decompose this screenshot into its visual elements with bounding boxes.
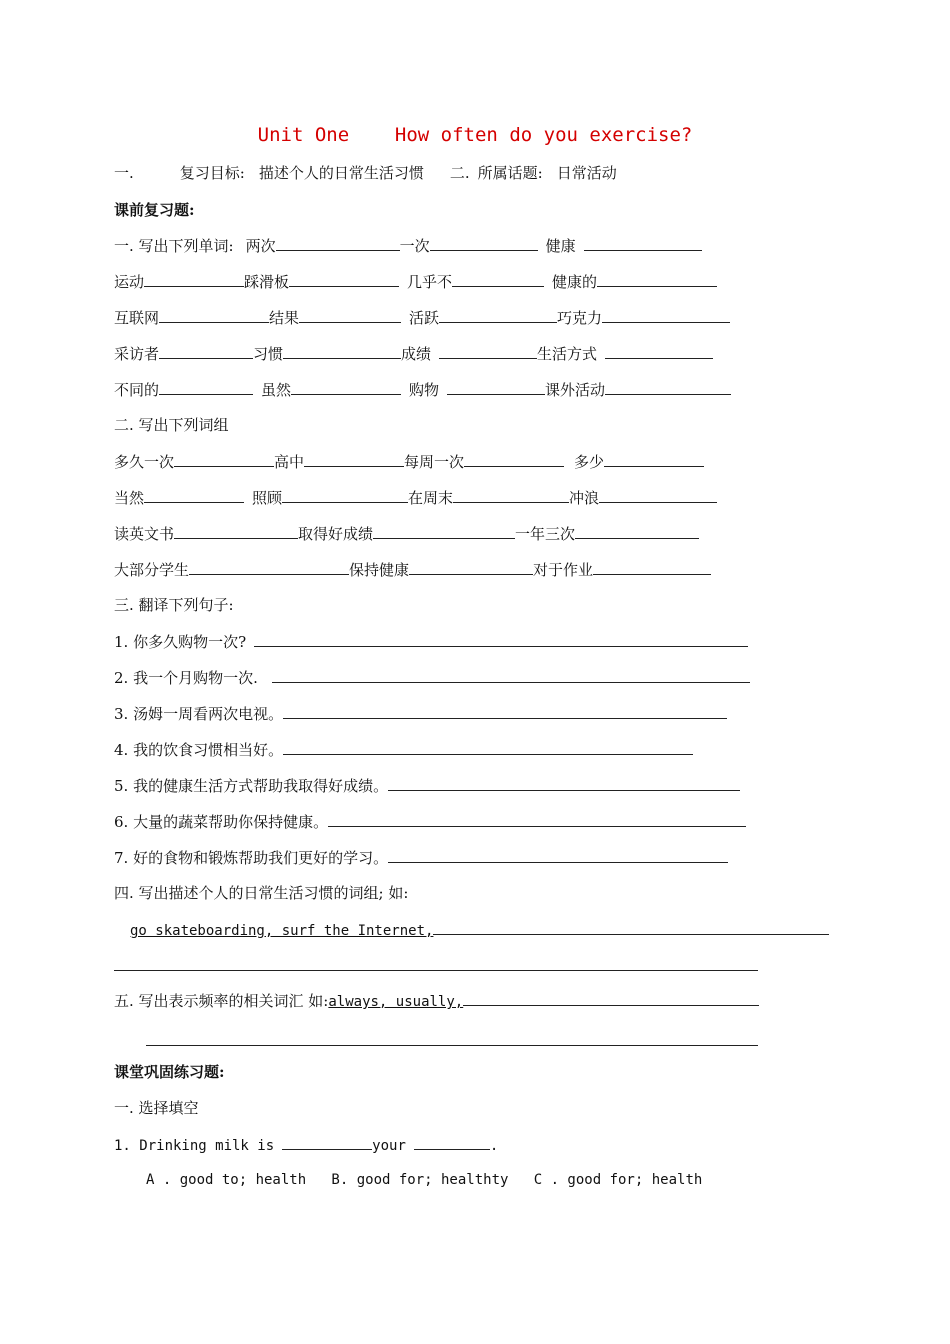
question-text: 1. Drinking milk is <box>114 1138 275 1154</box>
sentence-item-2 <box>114 667 750 688</box>
answer-blank[interactable] <box>597 271 717 287</box>
phrase-prompt: 多少 <box>574 453 605 471</box>
question-text: . <box>489 1138 499 1154</box>
answer-blank[interactable] <box>114 955 758 971</box>
answer-blank[interactable] <box>159 307 269 323</box>
sec1-row-1 <box>114 271 717 292</box>
answer-blank[interactable] <box>373 523 515 539</box>
sec2-row-1 <box>114 487 717 508</box>
phrase-prompt: 每周一次 <box>404 453 465 471</box>
sec1-heading: 一. 写出下列单词: <box>114 237 234 255</box>
answer-blank[interactable] <box>189 559 349 575</box>
topic-label: 所属话题: <box>477 164 543 182</box>
word-prompt: 两次 <box>245 237 276 255</box>
word-prompt: 成绩 <box>401 345 432 363</box>
sec1-row-0 <box>114 235 702 256</box>
sec4-example-line <box>130 919 829 941</box>
answer-blank[interactable] <box>604 451 704 467</box>
answer-blank[interactable] <box>272 667 750 683</box>
word-prompt: 采访者 <box>114 345 160 363</box>
answer-blank[interactable] <box>304 451 404 467</box>
answer-blank[interactable] <box>159 343 253 359</box>
word-prompt: 运动 <box>114 273 145 291</box>
answer-blank[interactable] <box>409 559 533 575</box>
answer-blank[interactable] <box>144 487 244 503</box>
question-1 <box>114 1134 498 1156</box>
word-prompt: 活跃 <box>409 309 440 327</box>
phrase-prompt: 取得好成绩 <box>298 525 374 543</box>
sec2-row-0 <box>114 451 704 472</box>
sentence-prompt: 2. 我一个月购物一次. <box>114 669 258 687</box>
answer-blank[interactable] <box>414 1134 490 1150</box>
answer-blank[interactable] <box>291 379 401 395</box>
sec6-heading: 一. 选择填空 <box>114 1099 199 1117</box>
answer-blank[interactable] <box>439 307 557 323</box>
answer-blank[interactable] <box>605 379 731 395</box>
sentence-item-5 <box>114 775 740 796</box>
sec1-row-4 <box>114 379 731 400</box>
sentence-prompt: 1. 你多久购物一次? <box>114 633 247 651</box>
answer-blank[interactable] <box>328 811 746 827</box>
question-1-options: A . good to; health B. good for; healthty C . good for; health <box>146 1172 703 1188</box>
sec2-row-3 <box>114 559 711 580</box>
answer-blank[interactable] <box>453 487 569 503</box>
answer-blank[interactable] <box>282 487 408 503</box>
phrase-prompt: 对于作业 <box>533 561 594 579</box>
answer-blank[interactable] <box>276 235 400 251</box>
header-num-2: 二. <box>449 164 470 182</box>
answer-blank[interactable] <box>283 343 401 359</box>
sec4-heading: 四. 写出描述个人的日常生活习惯的词组; 如: <box>114 884 409 902</box>
class-practice-heading: 课堂巩固练习题: <box>114 1063 225 1081</box>
phrase-prompt: 高中 <box>274 453 305 471</box>
phrase-prompt: 一年三次 <box>515 525 576 543</box>
word-prompt: 踩滑板 <box>244 273 290 291</box>
answer-blank[interactable] <box>439 343 537 359</box>
phrase-prompt: 多久一次 <box>114 453 175 471</box>
sec3-heading: 三. 翻译下列句子: <box>114 596 234 614</box>
sec4-extra-line <box>114 955 758 976</box>
word-prompt: 互联网 <box>114 309 160 327</box>
sentence-prompt: 5. 我的健康生活方式帮助我取得好成绩。 <box>114 777 389 795</box>
answer-blank[interactable] <box>605 343 713 359</box>
sentence-item-6 <box>114 811 746 832</box>
answer-blank[interactable] <box>433 919 829 935</box>
phrase-prompt: 在周末 <box>408 489 454 507</box>
pre-review-heading: 课前复习题: <box>114 201 195 219</box>
word-prompt: 健康的 <box>552 273 598 291</box>
word-prompt: 习惯 <box>253 345 284 363</box>
sec2-row-2 <box>114 523 699 544</box>
phrase-prompt: 读英文书 <box>114 525 175 543</box>
sentence-prompt: 6. 大量的蔬菜帮助你保持健康。 <box>114 813 329 831</box>
word-prompt: 几乎不 <box>407 273 453 291</box>
sentence-prompt: 4. 我的饮食习惯相当好。 <box>114 741 284 759</box>
answer-blank[interactable] <box>283 739 693 755</box>
word-prompt: 健康 <box>545 237 576 255</box>
answer-blank[interactable] <box>174 451 274 467</box>
sec5-heading: 五. 写出表示频率的相关词汇 如: <box>114 992 329 1010</box>
answer-blank[interactable] <box>174 523 298 539</box>
word-prompt: 生活方式 <box>537 345 598 363</box>
goal-text: 描述个人的日常生活习惯 <box>258 164 424 182</box>
phrase-prompt: 当然 <box>114 489 145 507</box>
review-header <box>114 163 617 183</box>
phrase-prompt: 大部分学生 <box>114 561 190 579</box>
sec1-row-3 <box>114 343 713 364</box>
sec5-line <box>114 990 759 1012</box>
sentence-item-1 <box>114 631 748 652</box>
word-prompt: 不同的 <box>114 381 160 399</box>
goal-label: 复习目标: <box>179 164 245 182</box>
answer-blank[interactable] <box>388 847 728 863</box>
sec2-heading: 二. 写出下列词组 <box>114 416 229 434</box>
page-title: Unit One How often do you exercise? <box>257 124 693 146</box>
word-prompt: 购物 <box>409 381 440 399</box>
answer-blank[interactable] <box>283 703 727 719</box>
frequency-example: always, usually, <box>328 994 464 1010</box>
answer-blank[interactable] <box>282 1134 372 1150</box>
answer-blank[interactable] <box>299 307 401 323</box>
answer-blank[interactable] <box>146 1030 758 1046</box>
answer-blank[interactable] <box>447 379 545 395</box>
answer-blank[interactable] <box>430 235 538 251</box>
sec1-row-2 <box>114 307 730 328</box>
answer-blank[interactable] <box>575 523 699 539</box>
word-prompt: 巧克力 <box>557 309 603 327</box>
word-prompt: 一次 <box>399 237 430 255</box>
sec5-extra-line <box>146 1030 758 1051</box>
answer-blank[interactable] <box>602 307 730 323</box>
answer-blank[interactable] <box>144 271 244 287</box>
phrase-prompt: 保持健康 <box>349 561 410 579</box>
answer-blank[interactable] <box>463 990 759 1006</box>
answer-blank[interactable] <box>289 271 399 287</box>
sentence-item-4 <box>114 739 693 760</box>
answer-blank[interactable] <box>254 631 748 647</box>
word-prompt: 虽然 <box>261 381 292 399</box>
sentence-item-7 <box>114 847 728 868</box>
answer-blank[interactable] <box>599 487 717 503</box>
topic-text: 日常活动 <box>556 164 617 182</box>
answer-blank[interactable] <box>464 451 564 467</box>
sentence-prompt: 7. 好的食物和锻炼帮助我们更好的学习。 <box>114 849 389 867</box>
answer-blank[interactable] <box>593 559 711 575</box>
habit-example: go skateboarding, surf the Internet, <box>130 923 434 939</box>
phrase-prompt: 照顾 <box>252 489 283 507</box>
answer-blank[interactable] <box>159 379 253 395</box>
sentence-prompt: 3. 汤姆一周看两次电视。 <box>114 705 284 723</box>
word-prompt: 结果 <box>269 309 300 327</box>
phrase-prompt: 冲浪 <box>569 489 600 507</box>
answer-blank[interactable] <box>388 775 740 791</box>
header-num-1: 一. <box>114 164 134 182</box>
word-prompt: 课外活动 <box>545 381 606 399</box>
sentence-item-3 <box>114 703 727 724</box>
question-text: your <box>372 1138 406 1154</box>
answer-blank[interactable] <box>584 235 702 251</box>
answer-blank[interactable] <box>452 271 544 287</box>
